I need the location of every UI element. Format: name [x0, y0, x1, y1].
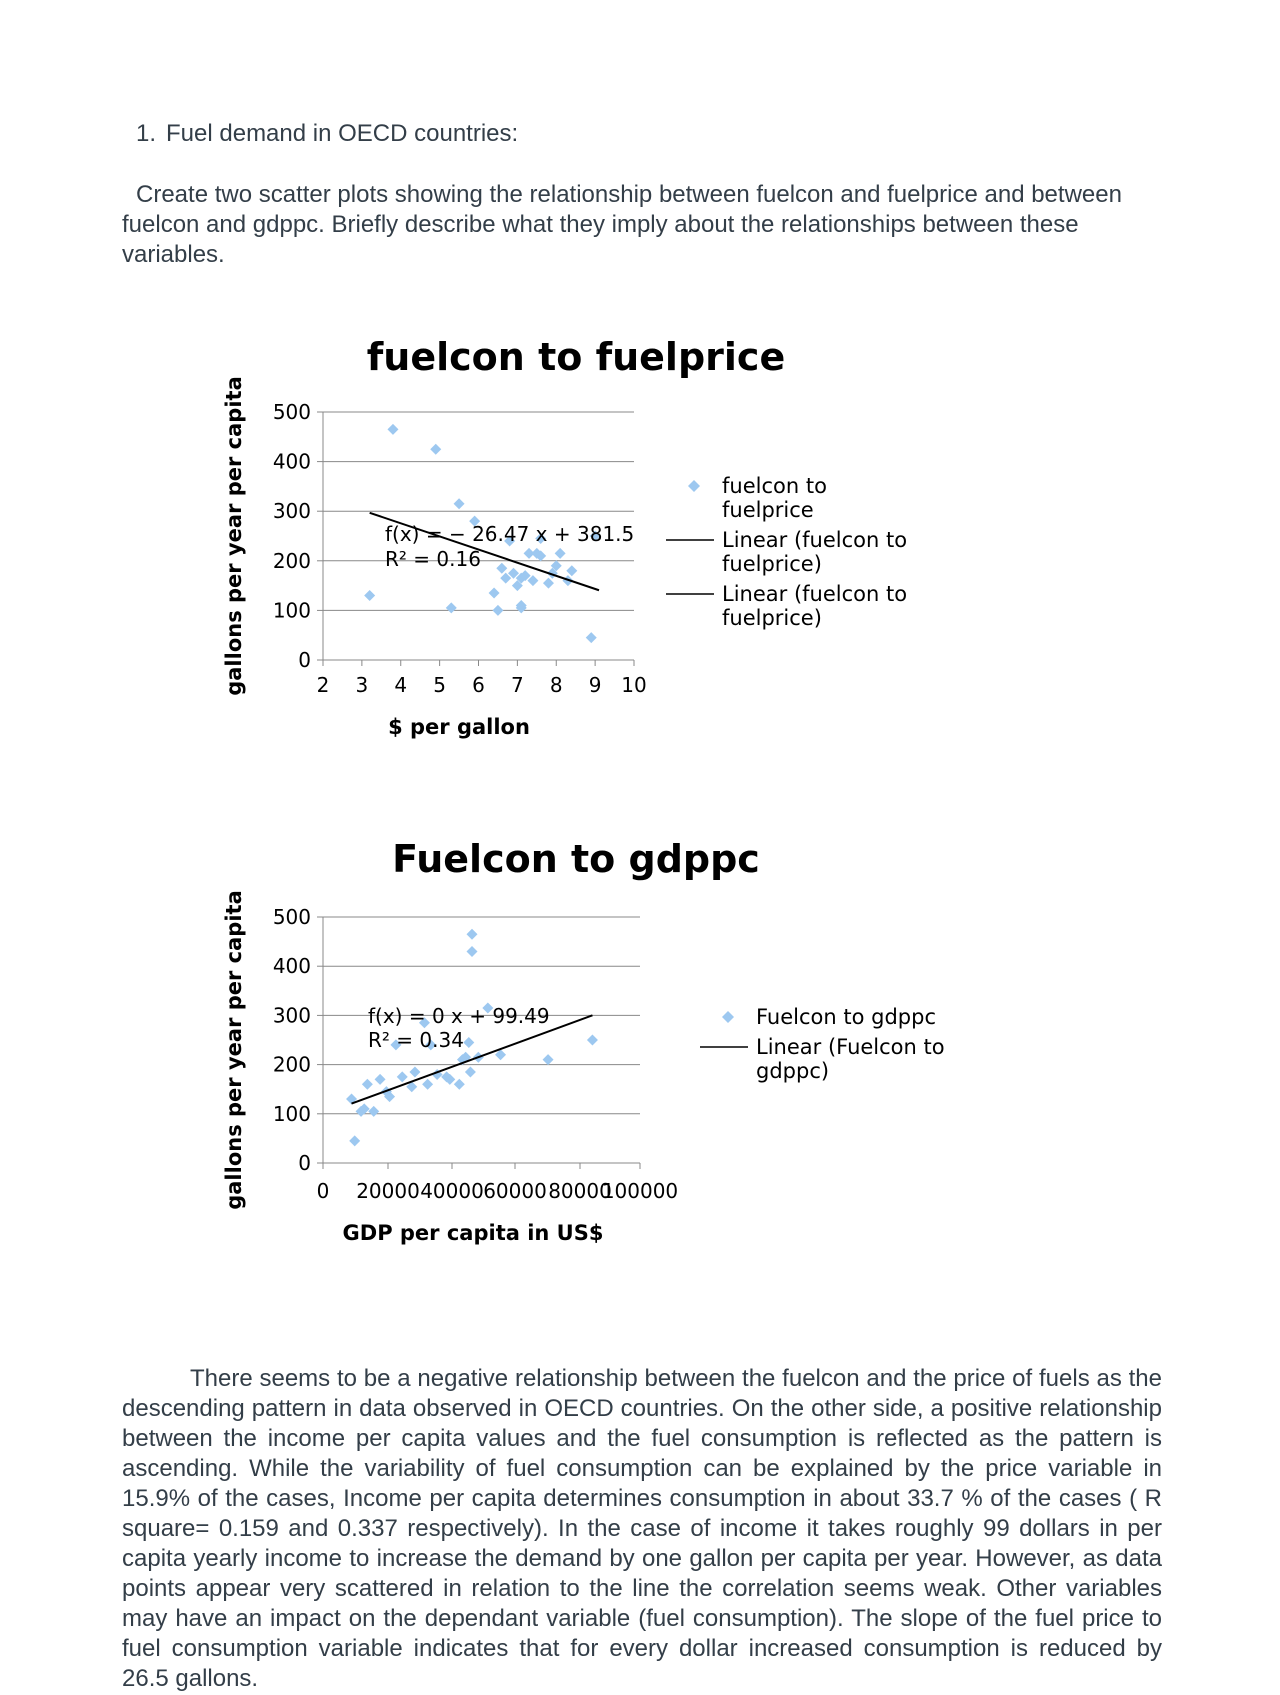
c2-data-point	[465, 1066, 476, 1077]
c2-data-point	[397, 1071, 408, 1082]
c2-x-tick-label: 80000	[548, 1179, 612, 1203]
c1-x-tick-label: 9	[588, 673, 602, 697]
c2-x-tick-label: 60000	[483, 1179, 547, 1203]
c1-x-axis-label: $ per gallon	[388, 715, 530, 739]
c1-data-point	[492, 605, 503, 616]
c2-x-tick-label: 100000	[601, 1179, 679, 1203]
c1-legend-label: Linear (fuelcon to fuelprice)	[722, 582, 908, 630]
c1-data-point	[489, 588, 500, 599]
c2-data-point	[375, 1074, 386, 1085]
c1-legend-label: Linear (fuelcon to fuelprice)	[722, 528, 908, 576]
question-title: Fuel demand in OECD countries:	[166, 120, 519, 147]
c1-equation-label: f(x) = − 26.47 x + 381.5	[385, 522, 635, 546]
c2-r2-label: R² = 0.34	[368, 1028, 464, 1052]
c1-x-tick-label: 2	[316, 673, 330, 697]
c1-data-point	[387, 424, 398, 435]
c1-x-tick-label: 5	[433, 673, 446, 697]
c1-chart-title: fuelcon to fuelprice	[366, 335, 786, 379]
c2-y-tick-label: 200	[272, 1052, 311, 1077]
c1-data-point	[496, 563, 507, 574]
c2-y-tick-label: 400	[272, 954, 311, 979]
question-description: Create two scatter plots showing the relationship between fuelcon and fuelprice and between fuelcon and gdppc. Briefly describe what they imply about the relationships between these variables.	[122, 181, 1122, 268]
c2-y-tick-label: 0	[298, 1151, 311, 1175]
c1-x-tick-label: 4	[394, 673, 408, 697]
c2-data-point	[466, 946, 477, 957]
c1-x-tick-label: 7	[511, 673, 524, 697]
c1-data-point	[566, 565, 577, 576]
c2-legend-label: Linear (Fuelcon to gdppc)	[756, 1035, 945, 1083]
c1-y-tick-label: 500	[272, 400, 311, 424]
c1-x-tick-label: 8	[549, 673, 563, 697]
c1-r2-label: R² = 0.16	[385, 547, 481, 571]
c2-data-point	[463, 1037, 474, 1048]
c2-data-point	[422, 1079, 433, 1090]
c1-legend-label: fuelcon to fuelprice	[722, 474, 827, 522]
c1-y-tick-label: 400	[272, 449, 311, 474]
c1-data-point	[430, 444, 441, 455]
c2-data-point	[409, 1066, 420, 1077]
c1-y-tick-label: 0	[298, 648, 311, 672]
c1-data-point	[454, 498, 465, 509]
c2-data-point	[466, 929, 477, 940]
c2-legend-marker	[722, 1011, 734, 1023]
c1-data-point	[586, 632, 597, 643]
c1-x-tick-label: 3	[355, 673, 369, 697]
c1-legend-marker	[688, 480, 700, 492]
c1-data-point	[364, 590, 375, 601]
c2-data-point	[368, 1106, 379, 1117]
c2-data-point	[349, 1135, 360, 1146]
c2-y-tick-label: 300	[272, 1003, 311, 1028]
c1-x-tick-label: 6	[472, 673, 485, 697]
c1-data-point	[543, 578, 554, 589]
c1-data-point	[555, 548, 566, 559]
c2-chart-title: Fuelcon to gdppc	[392, 837, 760, 881]
c2-x-axis-label: GDP per capita in US$	[342, 1221, 604, 1245]
c2-y-tick-label: 500	[272, 905, 311, 929]
c2-legend-label: Fuelcon to gdppc	[756, 1005, 936, 1029]
c1-y-tick-label: 200	[272, 548, 311, 573]
c1-y-tick-label: 100	[272, 598, 311, 623]
c1-y-axis-label: gallons per year per capita	[222, 376, 246, 696]
c2-equation-label: f(x) = 0 x + 99.49	[368, 1004, 550, 1028]
c2-y-tick-label: 100	[272, 1101, 311, 1126]
c2-x-tick-label: 20000	[356, 1179, 420, 1203]
c2-y-axis-label: gallons per year per capita	[222, 890, 246, 1210]
c2-x-tick-label: 0	[316, 1179, 330, 1203]
c2-data-point	[587, 1035, 598, 1046]
c1-data-point	[446, 602, 457, 613]
c2-x-tick-label: 40000	[420, 1179, 484, 1203]
question-number: 1.	[136, 120, 157, 147]
c1-y-tick-label: 300	[272, 499, 311, 524]
c2-data-point	[543, 1054, 554, 1065]
analysis-summary: There seems to be a negative relationship between the fuelcon and the price of fuels as the descending pattern in data observed in OECD countries. On the other side, a positive relationship between the income per capita values and the fuel consumption is reflected as the pattern is ascending. While the variability of fuel consumption can be explained by the price variable in 15.9% of the cases, Income per capita determines consumption in about 33.7 % of the cases ( R square= 0.159 and 0.337 respectively). In the case of income it takes roughly 99 dollars in per capita yearly income to increase the demand by one gallon per capita per year. However, as data points appear very scattered in relation to the line the correlation seems weak. Other variables may have an impact on the dependant variable (fuel consumption). The slope of the fuel price to fuel consumption variable indicates that for every dollar increased consumption is reduced by 26.5 gallons.	[122, 1365, 1162, 1692]
c2-data-point	[362, 1079, 373, 1090]
c2-data-point	[454, 1079, 465, 1090]
c1-x-tick-label: 10	[621, 673, 647, 697]
